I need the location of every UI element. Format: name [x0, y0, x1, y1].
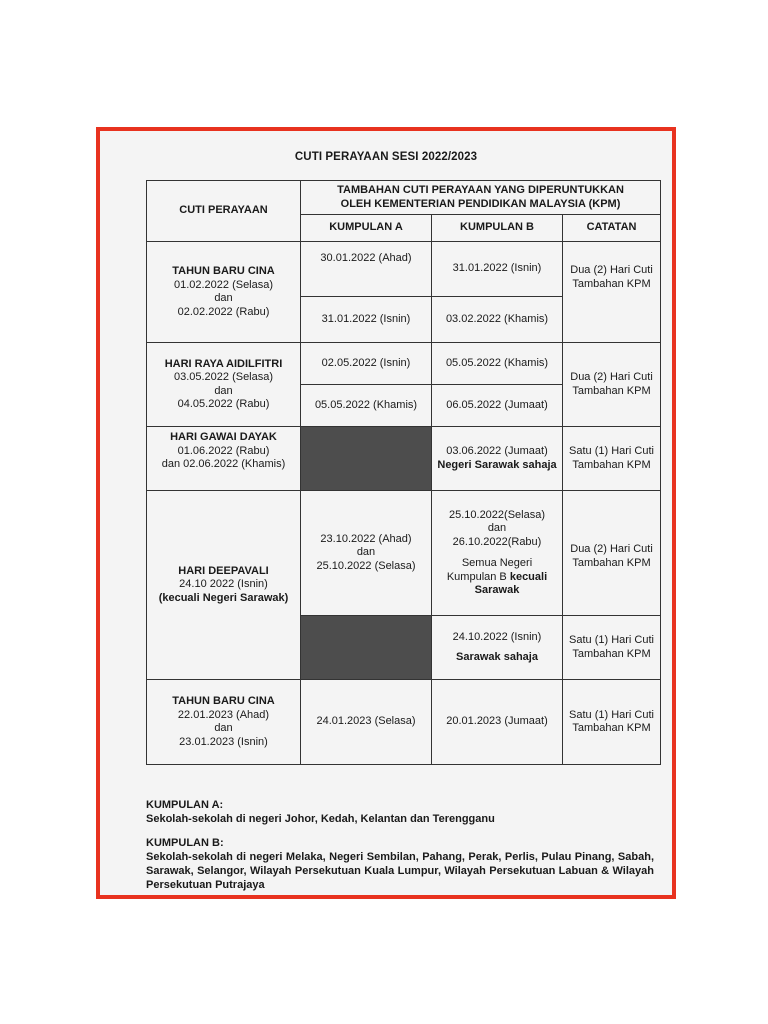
document-frame: [96, 127, 676, 899]
holiday-date-1: 03.05.2022 (Selasa): [173, 371, 274, 383]
kumpulan-a-dan: dan: [356, 546, 376, 559]
kumpulan-a-date: 02.05.2022 (Isnin): [301, 343, 432, 385]
holiday-table: [146, 180, 661, 765]
catatan-note: Dua (2) Hari Cuti Tambahan KPM: [563, 242, 661, 343]
kumpulan-b-dan: dan: [487, 522, 507, 534]
kumpulan-b-note: Negeri Sarawak sahaja: [437, 458, 557, 471]
spacer: [435, 549, 559, 557]
kumpulan-b-date: 05.05.2022 (Khamis): [432, 343, 563, 385]
header-cuti-perayaan: CUTI PERAYAAN: [147, 181, 301, 242]
kumpulan-b-date: 24.10.2022 (Isnin): [452, 631, 542, 643]
kumpulan-b-scope-1: Semua Negeri: [461, 557, 533, 569]
kumpulan-b-date: 31.01.2022 (Isnin): [432, 242, 563, 297]
header-catatan: CATATAN: [563, 215, 661, 242]
holiday-date-2: 02.02.2022 (Rabu): [177, 305, 270, 318]
holiday-gawai: [147, 427, 301, 491]
legend-b-text: Sekolah-sekolah di negeri Melaka, Negeri Sembilan, Pahang, Perak, Perlis, Pulau Pinang, Sabah, Sarawak, Selangor, Wilayah Persekutuan Kuala Lumpur, Wilayah Persekutuan Labuan & Wilayah Persekutuan Putrajaya: [146, 851, 654, 891]
catatan-note: Satu (1) Hari Cuti Tambahan KPM: [563, 680, 661, 765]
not-applicable-cell: [301, 427, 432, 491]
header-kumpulan-b: KUMPULAN B: [432, 215, 563, 242]
kumpulan-a-date: 24.01.2023 (Selasa): [301, 680, 432, 765]
kumpulan-b-scope-2: [435, 571, 559, 585]
holiday-date-2: dan 02.06.2022 (Khamis): [161, 458, 286, 470]
kumpulan-b-date-2: 26.10.2022(Rabu): [452, 535, 542, 548]
holiday-dan: dan: [214, 292, 233, 304]
holiday-date-1: 01.06.2022 (Rabu): [177, 444, 270, 457]
kumpulan-b-scope-2a: Kumpulan B: [446, 570, 510, 583]
holiday-name: HARI GAWAI DAYAK: [170, 431, 277, 443]
kumpulan-b-date-1: 25.10.2022(Selasa): [448, 508, 545, 521]
not-applicable-cell: [301, 616, 432, 680]
legend-a-heading: KUMPULAN A:: [146, 799, 224, 811]
table-header-row: [147, 181, 661, 215]
holiday-cny-2022: [147, 242, 301, 343]
kumpulan-b-note: Sarawak sahaja: [456, 650, 538, 663]
catatan-note: Dua (2) Hari Cuti Tambahan KPM: [563, 343, 661, 427]
holiday-name: HARI DEEPAVALI: [178, 564, 269, 577]
header-tambahan: [301, 181, 661, 215]
holiday-date-2: 23.01.2023 (Isnin): [179, 735, 268, 748]
kumpulan-a-date-2: 25.10.2022 (Selasa): [316, 559, 416, 572]
holiday-deepavali: [147, 491, 301, 680]
catatan-note: Satu (1) Hari Cuti Tambahan KPM: [563, 616, 661, 680]
catatan-note: Dua (2) Hari Cuti Tambahan KPM: [563, 491, 661, 616]
header-kumpulan-a: KUMPULAN A: [301, 215, 432, 242]
kumpulan-b-scope-3: Sarawak: [474, 584, 520, 596]
table-row: [147, 343, 661, 385]
header-tambahan-line1: TAMBAHAN CUTI PERAYAAN YANG DIPERUNTUKKAN: [337, 184, 624, 196]
legend-a-text: Sekolah-sekolah di negeri Johor, Kedah, Kelantan dan Terengganu: [146, 813, 495, 825]
kumpulan-b-scope-2b: kecuali: [509, 570, 548, 583]
kumpulan-b-date: 03.06.2022 (Jumaat): [446, 445, 548, 457]
catatan-note: Satu (1) Hari Cuti Tambahan KPM: [563, 427, 661, 491]
table-row: [147, 491, 661, 616]
table-row: [147, 680, 661, 765]
holiday-name: TAHUN BARU CINA: [172, 695, 275, 707]
table-row: [147, 427, 661, 491]
kumpulan-a-date: 05.05.2022 (Khamis): [301, 385, 432, 427]
kumpulan-a-deepavali: [301, 491, 432, 616]
holiday-date-1: 01.02.2022 (Selasa): [173, 278, 274, 291]
kumpulan-a-date: 31.01.2022 (Isnin): [301, 297, 432, 343]
holiday-cny-2023: [147, 680, 301, 765]
header-tambahan-line2: OLEH KEMENTERIAN PENDIDIKAN MALAYSIA (KPM): [340, 197, 621, 210]
holiday-dan: dan: [214, 722, 233, 734]
document-title: CUTI PERAYAAN SESI 2022/2023: [294, 151, 478, 163]
kumpulan-b-deepavali-sarawak: [432, 616, 563, 680]
legend: [146, 798, 654, 902]
kumpulan-a-date: 30.01.2022 (Ahad): [301, 242, 432, 297]
legend-b-heading: KUMPULAN B:: [146, 837, 224, 849]
kumpulan-b-gawai: [432, 427, 563, 491]
holiday-exception: (kecuali Negeri Sarawak): [158, 591, 289, 604]
holiday-date-2: 04.05.2022 (Rabu): [177, 398, 270, 410]
holiday-date-1: 22.01.2023 (Ahad): [177, 708, 270, 721]
holiday-name: TAHUN BARU CINA: [172, 265, 275, 277]
holiday-date-1: 24.10 2022 (Isnin): [179, 578, 268, 591]
kumpulan-b-deepavali: [432, 491, 563, 616]
kumpulan-b-date: 20.01.2023 (Jumaat): [432, 680, 563, 765]
holiday-dan: dan: [214, 384, 233, 397]
holiday-name: HARI RAYA AIDILFITRI: [164, 357, 283, 370]
kumpulan-b-date: 06.05.2022 (Jumaat): [432, 385, 563, 427]
kumpulan-a-date-1: 23.10.2022 (Ahad): [320, 532, 412, 545]
kumpulan-b-date: 03.02.2022 (Khamis): [432, 297, 563, 343]
table-row: [147, 242, 661, 297]
holiday-raya: [147, 343, 301, 427]
